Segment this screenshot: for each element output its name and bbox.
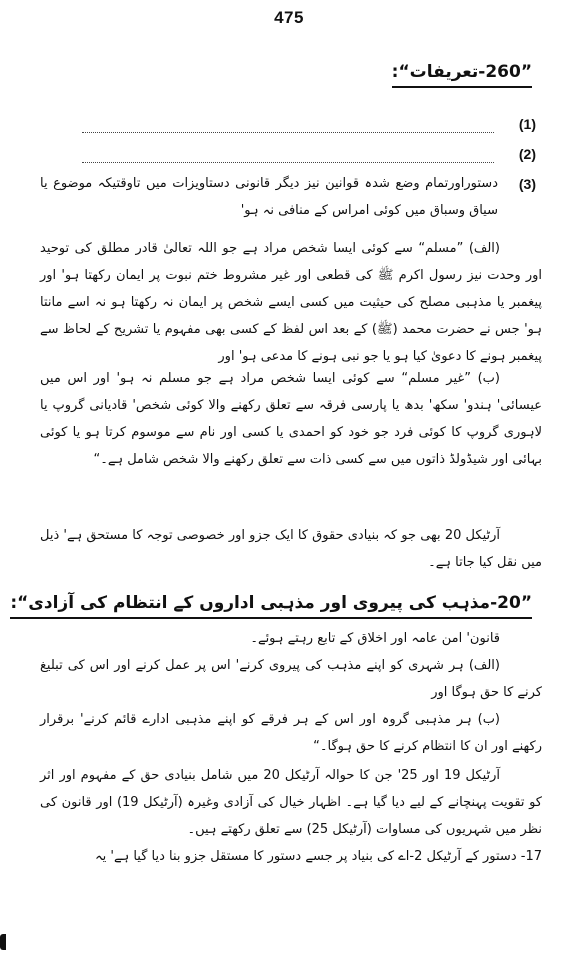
- definition-muslim: (الف) ”مسلم“ سے کوئی ایسا شخص مراد ہے جو اللہ تعالیٰ قادر مطلق کی توحید اور وحدت نیز رسول اکرم ﷺ کی قطعی اور غیر مشروط ختم نبوت پر ایمان رکھتا ہو' اور پیغمبر یا مذہبی مصلح کی حیثیت میں کسی ایسے شخص پر ایمان نہ رکھتا ہو نہ اسے مانتا ہو' جس نے حضرت محمد (ﷺ) کے بعد اس لفظ کے کسی بھی مفہوم یا تشریح کے لحاظ سے پیغمبر ہونے کا دعویٰ کیا ہو یا جو نبی ہونے کا مدعی ہو' اور: [40, 241, 542, 364]
- paragraph-17-line: 17- دستور کے آرٹیکل 2-اے کی بنیاد پر جسے دستور کا مستقل جزو بنا دیا گیا ہے' یہ: [95, 849, 542, 864]
- articles-19-25-paragraph: آرٹیکل 19 اور 25' جن کا حوالہ آرٹیکل 20 میں شامل بنیادی حق کے مفہوم اور اثر کو تقویت پہنچانے کے لیے دیا گیا ہے۔ اظہار خیال کی آزادی وغیرہ (آرٹیکل 19) اور قانون کی نظر میں شہریوں کی مساوات (آرٹیکل 25) سے تعلق رکھتے ہیں۔: [40, 768, 542, 837]
- item-2-row: [42, 146, 536, 170]
- item-2-number: (2): [518, 146, 536, 162]
- item-3-number: (3): [518, 176, 536, 192]
- clause-b: (ب) ہر مذہبی گروہ اور اس کے ہر فرقے کو اپنے مذہبی ادارے قائم کرنے' برقرار رکھنے اور ان کا انتظام کرنے کا حق ہوگا۔“: [40, 712, 542, 754]
- clause-a: (الف) ہر شہری کو اپنے مذہب کی پیروی کرنے' اس پر عمل کرنے اور اس کی تبلیغ کرنے کا حق ہوگا اور: [40, 658, 542, 700]
- item-3-text: دستوراورتمام وضع شدہ قوانین نیز دیگر قانونی دستاویزات میں تاوقتیکہ موضوع یا سیاق وسباق میں کوئی امراس کے منافی نہ ہو': [40, 176, 498, 218]
- section-heading-definitions: ”260-تعریفات“:: [392, 60, 532, 88]
- section-heading-freedom-of-religion: ”20-مذہب کی پیروی اور مذہبی اداروں کے انتظام کی آزادی“:: [10, 591, 532, 619]
- page-edge-mark: [0, 934, 6, 950]
- law-clause: قانون' امن عامہ اور اخلاق کے تابع رہتے ہوئے۔: [250, 631, 500, 646]
- item-1-number: (1): [518, 116, 536, 132]
- item-1-dotted-line: [82, 132, 494, 133]
- definition-non-muslim: (ب) ”غیر مسلم“ سے کوئی ایسا شخص مراد ہے جو مسلم نہ ہو' اور اس میں عیسائی' ہندو' سکھ' بدھ یا پارسی فرقہ سے تعلق رکھنے والا کوئی شخص' قادیانی گروپ یا لاہوری گروپ کا کوئی فرد جو خود کو احمدی یا کسی اور نام سے موسوم کرتا ہو یا کوئی بہائی اور شیڈولڈ ذاتوں میں سے کسی ذات سے تعلق رکھنے والا شخص شامل ہے۔“: [40, 371, 542, 467]
- article-20-intro: آرٹیکل 20 بھی جو کہ بنیادی حقوق کا ایک جزو اور خصوصی توجہ کا مستحق ہے' ذیل میں نقل کیا جاتا ہے۔: [40, 528, 542, 570]
- item-2-dotted-line: [82, 162, 494, 163]
- page-number: 475: [274, 8, 304, 27]
- item-1-row: [42, 116, 536, 140]
